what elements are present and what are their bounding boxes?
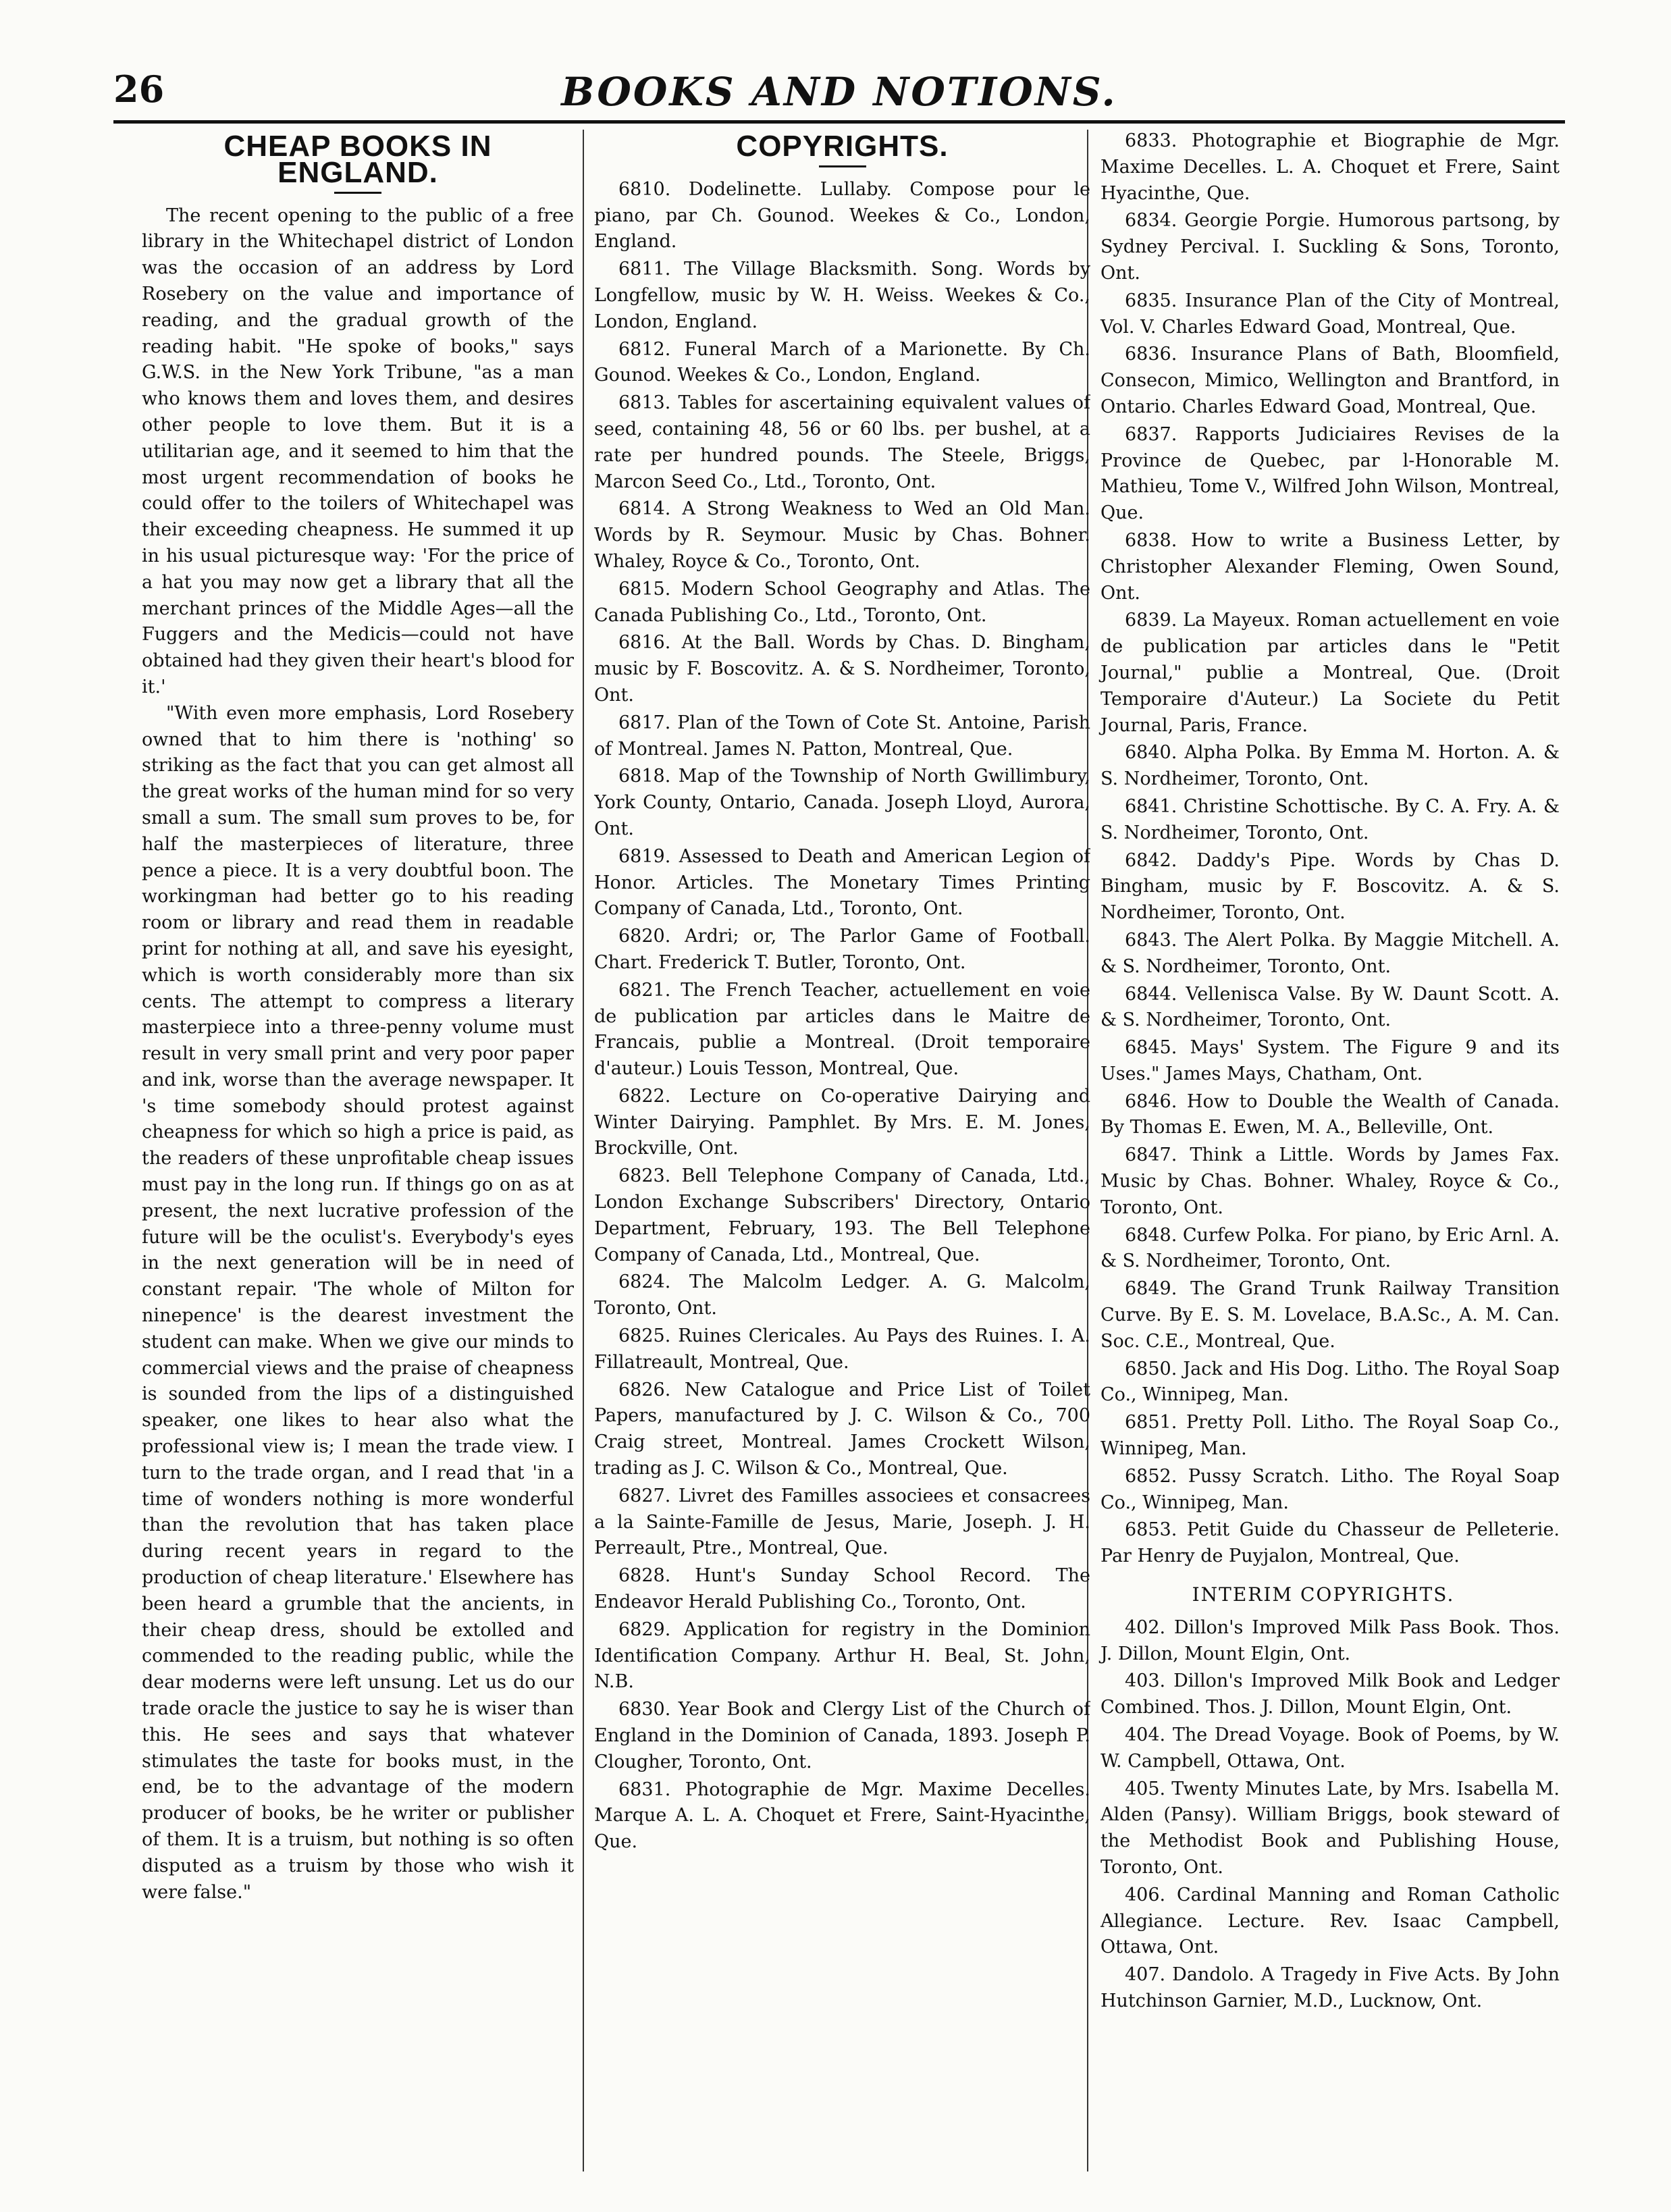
- page-number: 26: [113, 68, 165, 111]
- interim-copyright-entry: 405. Twenty Minutes Late, by Mrs. Isabella M. Alden (Pansy). William Briggs, book steward of the Methodist Book and Publishing House, Toronto, Ont.: [1100, 1778, 1560, 1878]
- copyright-entry: 6833. Photographie et Biographie de Mgr. Maxime Decelles. L. A. Choquet et Frere, Saint Hyacinthe, Que.: [1100, 130, 1560, 204]
- copyright-entry: 6835. Insurance Plan of the City of Montreal, Vol. V. Charles Edward Goad, Montreal, Que.: [1100, 290, 1560, 338]
- copyright-entry: 6811. The Village Blacksmith. Song. Words by Longfellow, music by W. H. Weiss. Weekes & Co., London, England.: [594, 259, 1090, 332]
- copyrights-continued-column: [1087, 128, 1560, 2171]
- copyright-entry: 6827. Livret des Familles associees et consacrees a la Sainte-Famille de Jesus, Marie, Joseph. J. H. Perreault, Ptre., Montreal, Que.: [594, 1485, 1090, 1559]
- header-rule: [113, 120, 1565, 124]
- interim-copyright-entry: 406. Cardinal Manning and Roman Catholic Allegiance. Lecture. Rev. Isaac Campbell, Ottawa, Ont.: [1100, 1884, 1560, 1958]
- copyright-entry: 6846. How to Double the Wealth of Canada. By Thomas E. Ewen, M. A., Belleville, Ont.: [1100, 1090, 1560, 1138]
- copyright-entry: 6818. Map of the Township of North Gwillimbury, York County, Ontario, Canada. Joseph Lloyd, Aurora, Ont.: [594, 766, 1090, 839]
- copyright-entry: 6850. Jack and His Dog. Litho. The Royal Soap Co., Winnipeg, Man.: [1100, 1358, 1560, 1406]
- interim-copyright-entry: 407. Dandolo. A Tragedy in Five Acts. By John Hutchinson Garnier, M.D., Lucknow, Ont.: [1100, 1964, 1560, 2011]
- copyright-entry: 6849. The Grand Trunk Railway Transition Curve. By E. S. M. Lovelace, B.A.Sc., A. M. Can. Soc. C.E., Montreal, Que.: [1100, 1278, 1560, 1352]
- copyright-entry: 6816. At the Ball. Words by Chas. D. Bingham, music by F. Boscovitz. A. & S. Nordheimer, Toronto, Ont.: [594, 632, 1090, 706]
- copyright-entry: 6841. Christine Schottische. By C. A. Fry. A. & S. Nordheimer, Toronto, Ont.: [1100, 795, 1560, 843]
- copyright-entry: 6852. Pussy Scratch. Litho. The Royal Soap Co., Winnipeg, Man.: [1100, 1465, 1560, 1513]
- copyright-entry: 6829. Application for registry in the Dominion Identification Company. Arthur H. Beal, St. John, N.B.: [594, 1618, 1090, 1693]
- copyright-entry: 6851. Pretty Poll. Litho. The Royal Soap Co., Winnipeg, Man.: [1100, 1412, 1560, 1460]
- copyright-entry: 6844. Vellenisca Valse. By W. Daunt Scott. A. & S. Nordheimer, Toronto, Ont.: [1100, 983, 1560, 1031]
- copyright-entry: 6820. Ardri; or, The Parlor Game of Football. Chart. Frederick T. Butler, Toronto, Ont.: [594, 926, 1090, 973]
- copyright-entry: 6822. Lecture on Co-operative Dairying and Winter Dairying. Pamphlet. By Mrs. E. M. Jones, Brockville, Ont.: [594, 1085, 1090, 1159]
- copyright-entry: 6838. How to write a Business Letter, by Christopher Alexander Fleming, Owen Sound, Ont.: [1100, 529, 1560, 604]
- heading-rule: [334, 192, 381, 194]
- interim-copyright-entry: 403. Dillon's Improved Milk Book and Ledger Combined. Thos. J. Dillon, Mount Elgin, Ont.: [1100, 1670, 1560, 1718]
- copyright-entry: 6834. Georgie Porgie. Humorous partsong, by Sydney Percival. I. Suckling & Sons, Toronto, Ont.: [1100, 210, 1560, 284]
- copyright-entry: 6845. Mays' System. The Figure 9 and its Uses." James Mays, Chatham, Ont.: [1100, 1037, 1560, 1084]
- copyright-entry: 6814. A Strong Weakness to Wed an Old Man. Words by R. Seymour. Music by Chas. Bohner. Whaley, Royce & Co., Toronto, Ont.: [594, 498, 1090, 572]
- copyright-entry: 6810. Dodelinette. Lullaby. Compose pour le piano, par Ch. Gounod. Weekes & Co., London, England.: [594, 178, 1090, 253]
- page-header: [113, 65, 1565, 119]
- copyright-entry: 6847. Think a Little. Words by James Fax. Music by Chas. Bohner. Whaley, Royce & Co., Toronto, Ont.: [1100, 1144, 1560, 1218]
- copyright-entry: 6836. Insurance Plans of Bath, Bloomfield, Consecon, Mimico, Wellington and Brantford, in Ontario. Charles Edward Goad, Montreal, Que.: [1100, 344, 1560, 417]
- interim-copyright-entry: 404. The Dread Voyage. Book of Poems, by W. W. Campbell, Ottawa, Ont.: [1100, 1724, 1560, 1772]
- copyright-entry: 6840. Alpha Polka. By Emma M. Horton. A. & S. Nordheimer, Toronto, Ont.: [1100, 742, 1560, 790]
- interim-copyrights-title: INTERIM COPYRIGHTS.: [1192, 1583, 1455, 1606]
- copyright-entry: 6842. Daddy's Pipe. Words by Chas D. Bingham, music by F. Boscovitz. A. & S. Nordheimer, Toronto, Ont.: [1100, 849, 1560, 924]
- copyright-entry: 6819. Assessed to Death and American Legion of Honor. Articles. The Monetary Times Printing Company of Canada, Ltd., Toronto, Ont.: [594, 845, 1090, 920]
- copyright-entry: 6837. Rapports Judiciaires Revises de la Province de Quebec, par l-Honorable M. Mathieu, Tome V., Wilfred John Wilson, Montreal, Que.: [1100, 423, 1560, 524]
- article-title: CHEAP BOOKS IN ENGLAND.: [223, 130, 492, 189]
- article-column: [142, 128, 574, 2171]
- copyright-entry: 6830. Year Book and Clergy List of the Church of England in the Dominion of Canada, 1893. Joseph P. Clougher, Toronto, Ont.: [594, 1699, 1090, 1772]
- interim-copyright-entry: 402. Dillon's Improved Milk Pass Book. Thos. J. Dillon, Mount Elgin, Ont.: [1100, 1616, 1560, 1664]
- article-paragraph: "With even more emphasis, Lord Rosebery owned that to him there is 'nothing' so striking as the fact that you can get almost all the great works of the human mind for so very small a sum. The small sum proves to be, for half the masterpieces of literature, three pence a piece. It is a very doubtful boon. The workingman had better go to his reading room or library and read them in readable print for nothing at all, and save his eyesight, which is worth considerably more than six cents. The attempt to compress a literary masterpiece into a three-penny volume must result in very small print and very poor paper and ink, worse than the average newspaper. It 's time somebody should protest against cheapness for which so high a price is paid, as the readers of these unprofitable cheap issues must pay in the long run. If things go on as at present, the next lucrative profession of the future will be the oculist's. Everybody's eyes in the next generation will be in need of constant repair. 'The whole of Milton for ninepence' is the dearest investment the student can make. When we give our minds to commercial views and the praise of cheapness is sounded from the lips of a distinguished speaker, one likes to hear also what the professional view is; I mean the trade view. I turn to the trade organ, and I read that 'in a time of wonders nothing is more wonderful than the revolution that has taken place during recent years in regard to the production of cheap literature.' Elsewhere has been heard a grumble that the ancients, in their cheap dress, should be extolled and commended to the reading public, while the dear moderns were left unsung. Let us do our trade oracle the justice to say he is wiser than this. He sees and says that whatever stimulates the taste for books must, in the end, be to the advantage of the modern producer of books, be he writer or publisher of them. It is a truism, but nothing is so often disputed as a truism by those who wish it were false.": [142, 702, 574, 1903]
- copyright-entry: 6848. Curfew Polka. For piano, by Eric Arnl. A. & S. Nordheimer, Toronto, Ont.: [1100, 1224, 1560, 1272]
- copyrights-title: COPYRIGHTS.: [736, 130, 949, 163]
- copyright-entry: 6839. La Mayeux. Roman actuellement en voie de publication par articles dans le "Petit Journal," publie a Montreal, Que. (Droit Temporaire d'Auteur.) La Societe du Petit Journal, Paris, France.: [1100, 610, 1560, 736]
- running-title: BOOKS AND NOTIONS.: [561, 69, 1117, 115]
- heading-rule: [819, 165, 866, 167]
- copyright-entry: 6813. Tables for ascertaining equivalent values of seed, containing 48, 56 or 60 lbs. per bushel, at a rate per hundred pounds. The Steele, Briggs, Marcon Seed Co., Ltd., Toronto, Ont.: [594, 392, 1090, 492]
- copyright-entry: 6825. Ruines Clericales. Au Pays des Ruines. I. A. Fillatreault, Montreal, Que.: [594, 1325, 1090, 1373]
- copyright-entry: 6824. The Malcolm Ledger. A. G. Malcolm, Toronto, Ont.: [594, 1271, 1090, 1319]
- copyright-entry: 6843. The Alert Polka. By Maggie Mitchell. A. & S. Nordheimer, Toronto, Ont.: [1100, 929, 1560, 977]
- copyright-entry: 6853. Petit Guide du Chasseur de Pelleterie. Par Henry de Puyjalon, Montreal, Que.: [1100, 1519, 1560, 1567]
- copyright-entry: 6812. Funeral March of a Marionette. By Ch. Gounod. Weekes & Co., London, England.: [594, 338, 1090, 386]
- copyright-entry: 6815. Modern School Geography and Atlas. The Canada Publishing Co., Ltd., Toronto, Ont.: [594, 578, 1090, 626]
- copyright-entry: 6823. Bell Telephone Company of Canada, Ltd., London Exchange Subscribers' Directory, Ontario Department, February, 193. The Bell Telephone Company of Canada, Ltd., Montreal, Que.: [594, 1165, 1090, 1265]
- copyright-entry: 6817. Plan of the Town of Cote St. Antoine, Parish of Montreal. James N. Patton, Montreal, Que.: [594, 712, 1090, 760]
- column-divider: [583, 130, 584, 2171]
- copyright-entry: 6828. Hunt's Sunday School Record. The Endeavor Herald Publishing Co., Toronto, Ont.: [594, 1565, 1090, 1613]
- copyright-entry: 6821. The French Teacher, actuellement en voie de publication par articles dans le Maitre de Francais, publie a Montreal. (Droit temporaire d'auteur.) Louis Tesson, Montreal, Que.: [594, 979, 1090, 1080]
- copyrights-column: [594, 128, 1090, 2171]
- article-paragraph: The recent opening to the public of a free library in the Whitechapel district of London was the occasion of an address by Lord Rosebery on the value and importance of reading, and the gradual growth of the reading habit. "He spoke of books," says G.W.S. in the New York Tribune, "as a man who knows them and loves them, and desires other people to love them. But it is a utilitarian age, and it seemed to him that the most urgent recommendation of books he could offer to the toilers of Whitechapel was their exceeding cheapness. He summed it up in his usual picturesque way: 'For the price of a hat you may now get a library that all the merchant princes of the Middle Ages—all the Fuggers and the Medicis—could not have obtained had they given their heart's blood for it.': [142, 205, 574, 697]
- copyright-entry: 6826. New Catalogue and Price List of Toilet Papers, manufactured by J. C. Wilson & Co., 700 Craig street, Montreal. James Crockett Wilson, trading as J. C. Wilson & Co., Montreal, Que.: [594, 1379, 1090, 1479]
- copyright-entry: 6831. Photographie de Mgr. Maxime Decelles. Marque A. L. A. Choquet et Frere, Saint-Hyacinthe, Que.: [594, 1779, 1090, 1853]
